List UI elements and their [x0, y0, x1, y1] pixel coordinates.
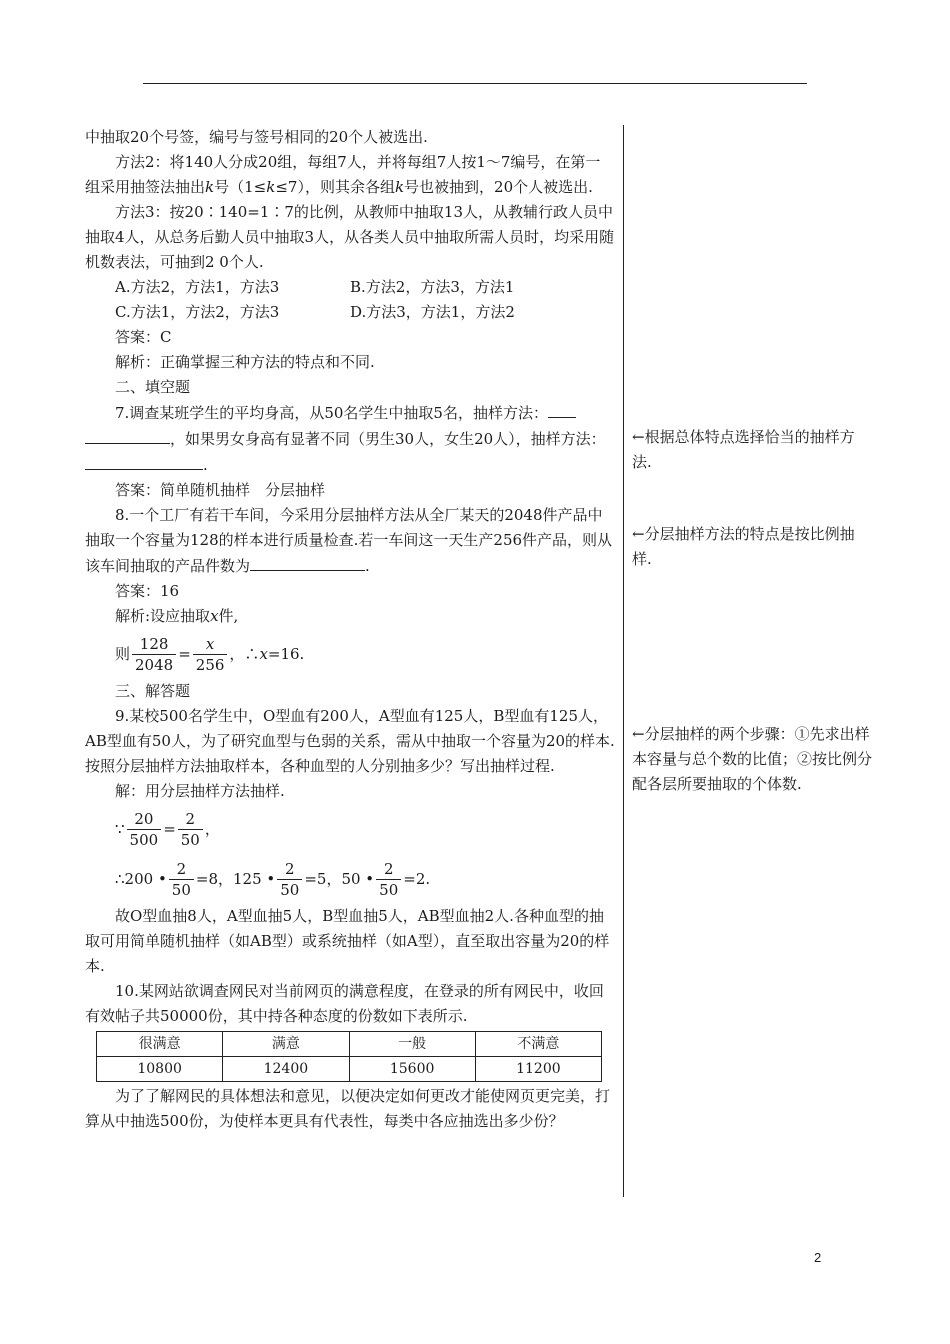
text: ≤7），则其余各组 [275, 178, 395, 196]
table-cell: 11200 [475, 1057, 601, 1082]
fraction [132, 634, 176, 675]
text: 解析:设应抽取 [115, 607, 211, 625]
denominator: 256 [195, 655, 225, 674]
numerator: 2 [178, 809, 203, 830]
text: 号（1≤ [214, 178, 267, 196]
var-k: k [205, 178, 215, 196]
text: 号也被抽到，20个人被选出. [404, 178, 593, 196]
fraction [169, 859, 194, 900]
equals-sign: = [163, 819, 176, 838]
header-rule [143, 83, 807, 84]
text: =16. [267, 644, 305, 663]
text: . [365, 557, 370, 575]
question-7 [85, 400, 615, 478]
answer-8: 答案：16 [115, 582, 180, 600]
para-method-3: 方法3：按20∶140=1∶7的比例，从教师中抽取13人，从教辅行政人员中抽取4人，从总务后勤人员中抽取3人，从各类人员中抽取所需人员时，均采用随机数表法，可抽到2 0个人. [85, 203, 615, 271]
answer-7: 答案：简单随机抽样 分层抽样 [115, 481, 326, 499]
fraction [376, 859, 401, 900]
numerator: x [193, 634, 228, 655]
blank [85, 452, 203, 470]
equation-9a [85, 804, 615, 854]
para-continuation: 中抽取20个号签，编号与签号相同的20个人被选出. [85, 128, 428, 146]
text: 8.一个工厂有若干车间，今采用分层抽样方法从全厂某天的2048件产品中抽取一个容量为128的样本进行质量检查.若一车间这一天生产256件产品，则从该车间抽取的产品件数为 [85, 506, 613, 575]
blank [85, 426, 170, 444]
side-note-1: ←根据总体特点选择恰当的抽样方法. [632, 428, 855, 471]
denominator: 50 [379, 880, 399, 899]
denominator: 50 [180, 830, 200, 849]
numerator: 128 [132, 634, 176, 655]
question-8 [85, 503, 615, 579]
result-9: 故O型血抽8人，A型血抽5人，B型血抽5人，AB型血抽2人.各种血型的抽取可用简单随机抽样（如AB型）或系统抽样（如A型），直至取出容量为20的样本. [85, 907, 610, 975]
option-c: C.方法1，方法2，方法3 [115, 303, 280, 321]
denominator: 50 [171, 880, 191, 899]
text: 方法2：将140人分成20组，每组7人，并将每组7人按1～7编号，在第一组采用抽签法抽出 [85, 153, 601, 196]
fraction [193, 634, 228, 675]
numerator: 20 [127, 809, 162, 830]
question-10: 10.某网站欲调查网民对当前网页的满意程度，在登录的所有网民中，收回有效帖子共50000份，其中持各种态度的份数如下表所示. [85, 982, 604, 1025]
text: =8，125 • [195, 869, 276, 888]
denominator: 2048 [135, 655, 174, 674]
table-header: 满意 [223, 1032, 349, 1057]
table-cell: 12400 [223, 1057, 349, 1082]
text: . [203, 456, 208, 474]
option-a: A.方法2，方法1，方法3 [115, 278, 280, 296]
question-10-continued: 为了了解网民的具体想法和意见，以便决定如何更改才能使网页更完美，打算从中抽选500份，为使样本更具有代表性，每类中各应抽选出多少份？ [85, 1087, 611, 1130]
text: ∴200 • [115, 869, 167, 888]
text: =2. [403, 869, 431, 888]
blank [250, 553, 365, 571]
var-x: x [259, 644, 268, 663]
main-column [85, 125, 615, 1134]
numerator: 2 [376, 859, 401, 880]
explanation-6: 解析：正确掌握三种方法的特点和不同. [115, 353, 375, 371]
var-k: k [394, 178, 405, 196]
text: ，如果男女身高有显著不同（男生30人，女生20人），抽样方法： [170, 430, 606, 448]
table-cell: 15600 [349, 1057, 475, 1082]
numerator: 2 [277, 859, 302, 880]
table-header: 一般 [349, 1032, 475, 1057]
table-header-row [97, 1032, 602, 1057]
para-method-2 [85, 150, 615, 200]
fraction [277, 859, 302, 900]
option-b: B.方法2，方法3，方法1 [350, 278, 515, 296]
solution-9: 解：用分层抽样方法抽样. [115, 782, 285, 800]
answer-6: 答案：C [115, 328, 172, 346]
equation-8 [85, 629, 615, 679]
blank [548, 400, 576, 418]
section-fill-blank: 二、填空题 [115, 378, 191, 396]
numerator: 2 [169, 859, 194, 880]
denominator: 50 [280, 880, 300, 899]
denominator: 500 [129, 830, 159, 849]
var-x: x [210, 607, 219, 625]
table-header: 不满意 [475, 1032, 601, 1057]
table-cell: 10800 [97, 1057, 223, 1082]
column-divider [623, 125, 624, 1197]
page-number: 2 [814, 1250, 822, 1265]
text: 则 [115, 644, 131, 663]
option-d: D.方法3，方法1，方法2 [350, 303, 515, 321]
text: 件, [218, 607, 239, 625]
side-note-3: ←分层抽样的两个步骤：①先求出样本容量与总个数的比值；②按比例分配各层所要抽取的个体数. [632, 725, 873, 793]
equals-sign: = [178, 644, 191, 663]
options [85, 275, 615, 325]
equation-9b [85, 854, 615, 904]
text: =5，50 • [304, 869, 375, 888]
side-note-2: ←分层抽样方法的特点是按比例抽样. [632, 525, 855, 568]
section-solve: 三、解答题 [115, 682, 191, 700]
explanation-8 [85, 604, 615, 629]
text: ， [204, 819, 220, 838]
text: ，∴ [229, 644, 260, 663]
because-sign: ∵ [115, 819, 125, 838]
survey-table [96, 1031, 602, 1082]
fraction [127, 809, 162, 850]
table-row [97, 1057, 602, 1082]
table-header: 很满意 [97, 1032, 223, 1057]
var-k: k [266, 178, 276, 196]
fraction [178, 809, 203, 850]
question-9: 9.某校500名学生中，O型血有200人，A型血有125人，B型血有125人，AB型血有50人，为了研究血型与色弱的关系，需从中抽取一个容量为20的样本.按照分层抽样方法抽取样本，各种血型的人分别抽多少？写出抽样过程. [85, 707, 615, 775]
text: 7.调查某班学生的平均身高，从50名学生中抽取5名，抽样方法： [115, 404, 548, 422]
